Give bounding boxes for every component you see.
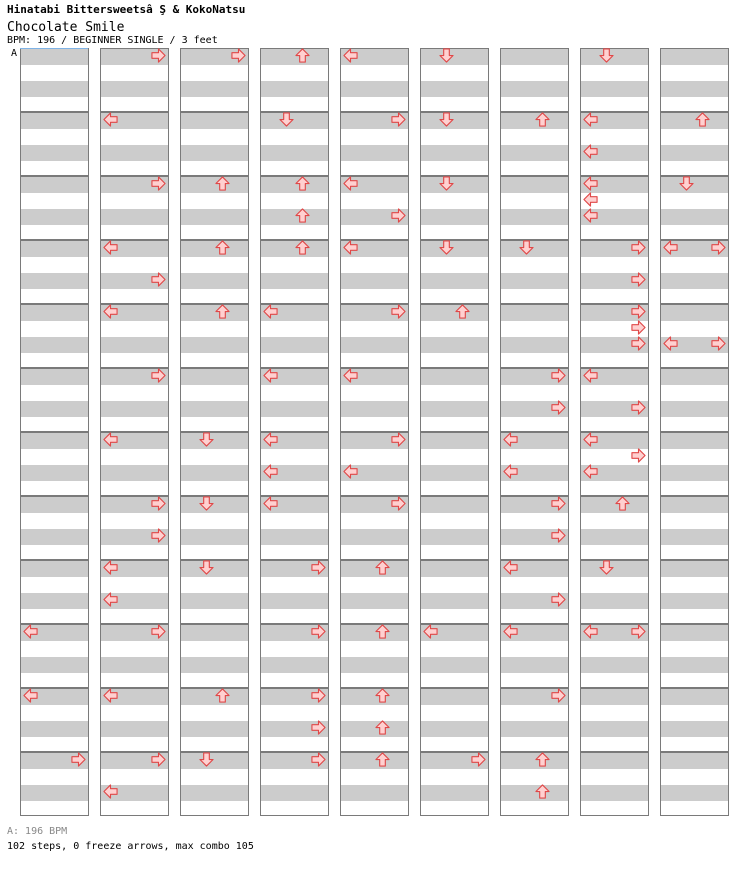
right-arrow-icon	[551, 528, 566, 543]
measure-box	[420, 240, 489, 304]
measure-box	[660, 496, 729, 560]
up-arrow-icon	[535, 752, 550, 767]
bpm-change-line	[20, 48, 88, 49]
left-arrow-icon	[583, 208, 598, 223]
measure-box	[660, 48, 729, 112]
down-arrow-icon	[279, 112, 294, 127]
measure-box	[180, 112, 249, 176]
left-arrow-icon	[583, 192, 598, 207]
measure-box	[420, 176, 489, 240]
up-arrow-icon	[215, 176, 230, 191]
up-arrow-icon	[375, 688, 390, 703]
up-arrow-icon	[615, 496, 630, 511]
right-arrow-icon	[711, 240, 726, 255]
down-arrow-icon	[439, 112, 454, 127]
measure-box	[660, 432, 729, 496]
left-arrow-icon	[343, 368, 358, 383]
left-arrow-icon	[103, 240, 118, 255]
right-arrow-icon	[631, 304, 646, 319]
measure-box	[580, 560, 649, 624]
measure-box	[580, 752, 649, 816]
measure-box	[20, 112, 89, 176]
measure-box	[20, 304, 89, 368]
up-arrow-icon	[375, 560, 390, 575]
up-arrow-icon	[535, 784, 550, 799]
measure-box	[660, 176, 729, 240]
measure-box	[420, 432, 489, 496]
left-arrow-icon	[343, 48, 358, 63]
measure-box	[180, 496, 249, 560]
up-arrow-icon	[295, 240, 310, 255]
down-arrow-icon	[439, 48, 454, 63]
right-arrow-icon	[391, 208, 406, 223]
right-arrow-icon	[551, 688, 566, 703]
measure-box	[660, 752, 729, 816]
measure-box	[420, 368, 489, 432]
right-arrow-icon	[311, 752, 326, 767]
left-arrow-icon	[103, 304, 118, 319]
left-arrow-icon	[503, 432, 518, 447]
measure-box	[20, 48, 89, 112]
measure-box	[660, 368, 729, 432]
measure-box	[180, 752, 249, 816]
chart-stats: 102 steps, 0 freeze arrows, max combo 105	[7, 841, 254, 852]
up-arrow-icon	[375, 720, 390, 735]
up-arrow-icon	[295, 176, 310, 191]
left-arrow-icon	[663, 240, 678, 255]
measure-box	[20, 368, 89, 432]
down-arrow-icon	[599, 560, 614, 575]
right-arrow-icon	[151, 176, 166, 191]
left-arrow-icon	[343, 176, 358, 191]
measure-box	[660, 560, 729, 624]
down-arrow-icon	[599, 48, 614, 63]
measure-box	[500, 240, 569, 304]
left-arrow-icon	[503, 560, 518, 575]
left-arrow-icon	[583, 176, 598, 191]
measure-box	[660, 624, 729, 688]
bpm-legend: A: 196 BPM	[7, 826, 68, 837]
left-arrow-icon	[583, 144, 598, 159]
right-arrow-icon	[151, 272, 166, 287]
left-arrow-icon	[23, 688, 38, 703]
up-arrow-icon	[455, 304, 470, 319]
right-arrow-icon	[551, 496, 566, 511]
down-arrow-icon	[439, 176, 454, 191]
right-arrow-icon	[631, 320, 646, 335]
left-arrow-icon	[103, 784, 118, 799]
measure-box	[20, 432, 89, 496]
up-arrow-icon	[215, 304, 230, 319]
left-arrow-icon	[423, 624, 438, 639]
right-arrow-icon	[711, 336, 726, 351]
right-arrow-icon	[551, 400, 566, 415]
right-arrow-icon	[391, 304, 406, 319]
measure-box	[20, 176, 89, 240]
down-arrow-icon	[679, 176, 694, 191]
right-arrow-icon	[151, 528, 166, 543]
down-arrow-icon	[199, 432, 214, 447]
down-arrow-icon	[199, 752, 214, 767]
up-arrow-icon	[215, 688, 230, 703]
left-arrow-icon	[103, 560, 118, 575]
left-arrow-icon	[103, 592, 118, 607]
up-arrow-icon	[215, 240, 230, 255]
measure-box	[500, 304, 569, 368]
up-arrow-icon	[375, 752, 390, 767]
left-arrow-icon	[103, 432, 118, 447]
left-arrow-icon	[23, 624, 38, 639]
right-arrow-icon	[151, 496, 166, 511]
measure-box	[180, 624, 249, 688]
right-arrow-icon	[311, 688, 326, 703]
down-arrow-icon	[519, 240, 534, 255]
measure-box	[420, 560, 489, 624]
left-arrow-icon	[583, 432, 598, 447]
left-arrow-icon	[663, 336, 678, 351]
left-arrow-icon	[103, 688, 118, 703]
right-arrow-icon	[631, 400, 646, 415]
down-arrow-icon	[439, 240, 454, 255]
left-arrow-icon	[263, 464, 278, 479]
left-arrow-icon	[583, 112, 598, 127]
right-arrow-icon	[151, 368, 166, 383]
left-arrow-icon	[343, 464, 358, 479]
measure-box	[20, 240, 89, 304]
right-arrow-icon	[471, 752, 486, 767]
up-arrow-icon	[695, 112, 710, 127]
song-title: Chocolate Smile	[7, 20, 125, 35]
measure-box	[420, 48, 489, 112]
up-arrow-icon	[375, 624, 390, 639]
right-arrow-icon	[631, 272, 646, 287]
right-arrow-icon	[631, 336, 646, 351]
left-arrow-icon	[583, 624, 598, 639]
measure-box	[20, 560, 89, 624]
measure-box	[500, 48, 569, 112]
measure-box	[580, 688, 649, 752]
left-arrow-icon	[263, 496, 278, 511]
measure-box	[580, 48, 649, 112]
left-arrow-icon	[503, 624, 518, 639]
right-arrow-icon	[311, 720, 326, 735]
measure-box	[500, 176, 569, 240]
right-arrow-icon	[391, 496, 406, 511]
measure-box	[180, 560, 249, 624]
left-arrow-icon	[263, 368, 278, 383]
down-arrow-icon	[199, 496, 214, 511]
right-arrow-icon	[631, 624, 646, 639]
right-arrow-icon	[311, 560, 326, 575]
measure-box	[260, 112, 329, 176]
bpm-change-marker: A	[11, 48, 18, 59]
right-arrow-icon	[391, 432, 406, 447]
measure-box	[180, 432, 249, 496]
right-arrow-icon	[151, 48, 166, 63]
song-artist: Hinatabi Bittersweetsâ Ş & KokoNatsu	[7, 3, 246, 16]
right-arrow-icon	[631, 448, 646, 463]
left-arrow-icon	[583, 464, 598, 479]
right-arrow-icon	[71, 752, 86, 767]
right-arrow-icon	[151, 752, 166, 767]
measure-box	[20, 496, 89, 560]
up-arrow-icon	[295, 48, 310, 63]
left-arrow-icon	[263, 304, 278, 319]
right-arrow-icon	[551, 592, 566, 607]
left-arrow-icon	[503, 464, 518, 479]
right-arrow-icon	[551, 368, 566, 383]
chart-info: BPM: 196 / BEGINNER SINGLE / 3 feet	[7, 35, 218, 46]
down-arrow-icon	[199, 560, 214, 575]
up-arrow-icon	[535, 112, 550, 127]
right-arrow-icon	[391, 112, 406, 127]
left-arrow-icon	[103, 112, 118, 127]
measure-box	[420, 496, 489, 560]
left-arrow-icon	[583, 368, 598, 383]
measure-box	[420, 688, 489, 752]
right-arrow-icon	[631, 240, 646, 255]
right-arrow-icon	[311, 624, 326, 639]
measure-box	[420, 112, 489, 176]
left-arrow-icon	[343, 240, 358, 255]
measure-box	[180, 368, 249, 432]
up-arrow-icon	[295, 208, 310, 223]
right-arrow-icon	[231, 48, 246, 63]
measure-box	[660, 688, 729, 752]
right-arrow-icon	[151, 624, 166, 639]
left-arrow-icon	[263, 432, 278, 447]
